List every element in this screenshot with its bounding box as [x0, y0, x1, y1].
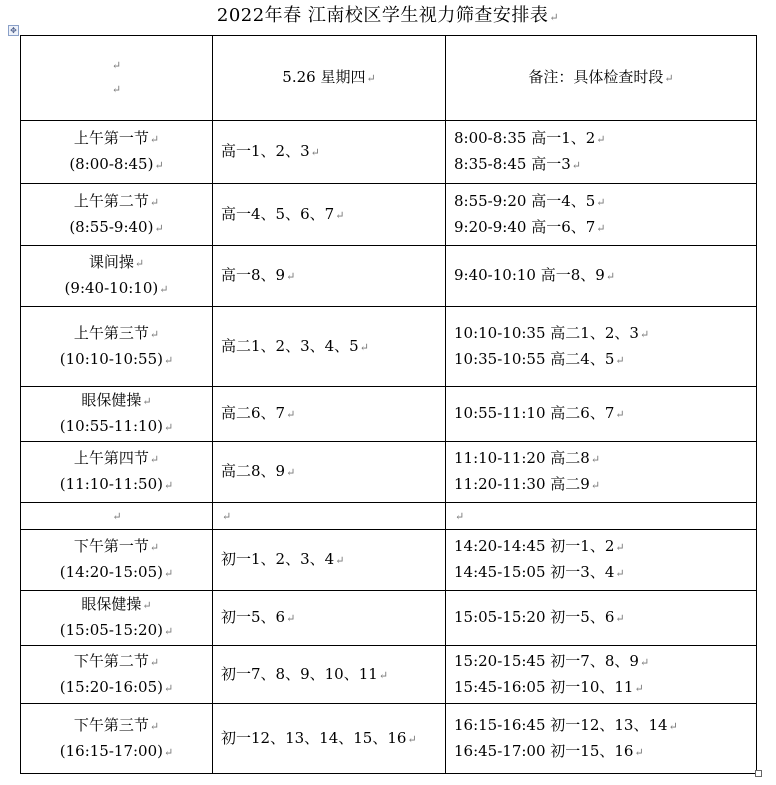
- period-time: (15:20-16:05): [59, 677, 163, 696]
- classes-cell: [213, 503, 446, 530]
- detail-cell: [446, 442, 757, 503]
- title-text: 2022年春 江南校区学生视力筛查安排表: [216, 5, 549, 26]
- classes-cell: [213, 246, 446, 307]
- table-row: [21, 184, 757, 246]
- period-cell: [21, 387, 213, 442]
- paragraph-mark-icon: ↵: [605, 270, 616, 283]
- period-time: (10:55-11:10): [59, 417, 163, 435]
- classes-text: 高二6、7: [221, 404, 286, 422]
- table-row: [21, 387, 757, 442]
- period-name: 下午第一节: [73, 537, 149, 555]
- period-cell: [21, 246, 213, 307]
- period-time: (16:15-17:00): [59, 741, 163, 760]
- paragraph-mark-icon: ↵: [142, 395, 152, 408]
- table-row: [21, 503, 757, 530]
- paragraph-mark-icon: ↵: [407, 732, 417, 746]
- paragraph-mark-icon: ↵: [639, 655, 650, 669]
- header-date: 5.26 星期四: [282, 68, 366, 86]
- detail-cell: [446, 530, 757, 591]
- paragraph-mark-icon: ↵: [111, 59, 122, 72]
- period-time: (11:10-11:50): [59, 475, 163, 493]
- period-cell: [21, 646, 213, 704]
- detail-line: 11:20-11:30 高二9: [454, 475, 590, 493]
- paragraph-mark-icon: ↵: [335, 554, 345, 567]
- header-corner-cell: [21, 36, 213, 121]
- paragraph-mark-icon: ↵: [590, 479, 601, 492]
- table-row: [21, 704, 757, 774]
- detail-line: 14:20-14:45 初一1、2: [454, 537, 615, 555]
- period-cell: [21, 184, 213, 246]
- paragraph-mark-icon: ↵: [286, 270, 296, 283]
- period-name: 眼保健操: [81, 391, 142, 409]
- table-row: [21, 246, 757, 307]
- paragraph-mark-icon: ↵: [668, 719, 678, 733]
- table-row: [21, 530, 757, 591]
- detail-cell: [446, 646, 757, 704]
- classes-cell: [213, 591, 446, 646]
- paragraph-mark-icon: ↵: [359, 340, 369, 354]
- paragraph-mark-icon: ↵: [149, 719, 160, 733]
- detail-line: 10:35-10:55 高二4、5: [454, 349, 615, 368]
- period-time: (15:05-15:20): [59, 621, 163, 639]
- detail-line: 16:15-16:45 初一12、13、14: [454, 715, 668, 734]
- paragraph-mark-icon: ↵: [286, 612, 296, 625]
- paragraph-mark-icon: ↵: [571, 159, 581, 172]
- table-move-handle-icon[interactable]: ✥: [8, 25, 19, 36]
- paragraph-mark-icon: ↵: [149, 327, 160, 341]
- detail-line: 10:55-11:10 高二6、7: [454, 404, 615, 422]
- period-name: 上午第三节: [73, 323, 149, 342]
- classes-text: 高二8、9: [221, 462, 286, 480]
- paragraph-mark-icon: ↵: [596, 133, 606, 146]
- paragraph-mark-icon: ↵: [149, 133, 160, 146]
- paragraph-mark-icon: ↵: [596, 195, 606, 209]
- header-date-cell: [213, 36, 446, 121]
- paragraph-mark-icon: ↵: [164, 681, 174, 695]
- paragraph-mark-icon: ↵: [310, 146, 320, 159]
- paragraph-mark-icon: ↵: [455, 510, 465, 523]
- paragraph-mark-icon: ↵: [634, 681, 644, 695]
- table-row: [21, 442, 757, 503]
- header-row: [21, 36, 757, 121]
- classes-cell: [213, 442, 446, 503]
- paragraph-mark-icon: ↵: [335, 208, 345, 222]
- paragraph-mark-icon: ↵: [366, 72, 376, 85]
- detail-line: 8:35-8:45 高一3: [454, 155, 571, 173]
- classes-cell: [213, 704, 446, 774]
- period-time: (8:55-9:40): [69, 217, 154, 236]
- period-name: 上午第二节: [73, 191, 149, 210]
- paragraph-mark-icon: ↵: [639, 327, 650, 341]
- detail-line: 8:55-9:20 高一4、5: [454, 191, 596, 210]
- table-resize-handle[interactable]: [755, 770, 762, 777]
- paragraph-mark-icon: ↵: [634, 745, 644, 759]
- paragraph-mark-icon: ↵: [149, 195, 160, 209]
- paragraph-mark-icon: ↵: [111, 83, 122, 96]
- paragraph-mark-icon: ↵: [149, 541, 160, 554]
- classes-text: 高一8、9: [221, 266, 286, 284]
- detail-cell: [446, 307, 757, 387]
- detail-cell: [446, 704, 757, 774]
- table-row: [21, 307, 757, 387]
- detail-cell: [446, 387, 757, 442]
- period-name: 眼保健操: [81, 595, 142, 613]
- detail-cell: [446, 503, 757, 530]
- paragraph-mark-icon: ↵: [159, 283, 169, 296]
- paragraph-mark-icon: ↵: [164, 567, 174, 580]
- period-cell: [21, 591, 213, 646]
- paragraph-mark-icon: ↵: [154, 221, 164, 235]
- table-row: [21, 591, 757, 646]
- detail-line: 15:05-15:20 初一5、6: [454, 608, 615, 626]
- detail-line: 16:45-17:00 初一15、16: [454, 741, 634, 760]
- paragraph-mark-icon: ↵: [164, 479, 174, 492]
- period-cell: [21, 530, 213, 591]
- document-title: [0, 4, 776, 30]
- paragraph-mark-icon: ↵: [549, 11, 560, 24]
- detail-cell: [446, 591, 757, 646]
- table-row: [21, 646, 757, 704]
- detail-line: 8:00-8:35 高一1、2: [454, 129, 596, 147]
- paragraph-mark-icon: ↵: [590, 453, 601, 466]
- classes-cell: [213, 646, 446, 704]
- paragraph-mark-icon: ↵: [149, 655, 160, 669]
- paragraph-mark-icon: ↵: [154, 159, 164, 172]
- classes-cell: [213, 121, 446, 184]
- period-time: (14:20-15:05): [59, 563, 163, 581]
- period-name: 课间操: [88, 253, 134, 271]
- detail-line: 11:10-11:20 高二8: [454, 449, 590, 467]
- paragraph-mark-icon: ↵: [112, 510, 122, 523]
- period-cell: [21, 121, 213, 184]
- period-name: 上午第一节: [73, 129, 149, 147]
- period-cell: [21, 503, 213, 530]
- period-cell: [21, 704, 213, 774]
- paragraph-mark-icon: ↵: [615, 612, 625, 625]
- paragraph-mark-icon: ↵: [615, 567, 625, 580]
- paragraph-mark-icon: ↵: [664, 72, 674, 85]
- period-cell: [21, 442, 213, 503]
- detail-line: 14:45-15:05 初一3、4: [454, 563, 615, 581]
- paragraph-mark-icon: ↵: [596, 221, 606, 235]
- period-name: 下午第二节: [73, 651, 149, 670]
- classes-text: 初一5、6: [221, 608, 286, 626]
- paragraph-mark-icon: ↵: [164, 421, 174, 434]
- table-row: [21, 121, 757, 184]
- classes-text: 初一1、2、3、4: [221, 550, 335, 568]
- classes-cell: [213, 184, 446, 246]
- classes-cell: [213, 387, 446, 442]
- paragraph-mark-icon: ↵: [615, 408, 625, 421]
- classes-text: 初一7、8、9、10、11: [221, 664, 378, 683]
- classes-text: 高一1、2、3: [221, 142, 310, 160]
- period-time: (9:40-10:10): [64, 279, 159, 297]
- detail-line: 9:40-10:10 高一8、9: [454, 266, 605, 284]
- period-time: (10:10-10:55): [59, 349, 163, 368]
- period-time: (8:00-8:45): [69, 155, 154, 173]
- period-name: 下午第三节: [73, 715, 149, 734]
- paragraph-mark-icon: ↵: [286, 408, 296, 421]
- classes-cell: [213, 530, 446, 591]
- detail-line: 9:20-9:40 高一6、7: [454, 217, 596, 236]
- period-cell: [21, 307, 213, 387]
- classes-text: 初一12、13、14、15、16: [221, 728, 407, 747]
- detail-line: 15:45-16:05 初一10、11: [454, 677, 634, 696]
- paragraph-mark-icon: ↵: [286, 466, 296, 479]
- header-note-cell: [446, 36, 757, 121]
- header-note: 备注：具体检查时段: [528, 68, 664, 86]
- paragraph-mark-icon: ↵: [378, 668, 389, 682]
- paragraph-mark-icon: ↵: [164, 625, 174, 638]
- detail-line: 10:10-10:35 高二1、2、3: [454, 323, 639, 342]
- schedule-table: [20, 35, 757, 774]
- paragraph-mark-icon: ↵: [222, 510, 232, 523]
- paragraph-mark-icon: ↵: [164, 353, 174, 367]
- detail-cell: [446, 246, 757, 307]
- classes-text: 高一4、5、6、7: [221, 204, 335, 223]
- paragraph-mark-icon: ↵: [615, 353, 625, 367]
- classes-cell: [213, 307, 446, 387]
- paragraph-mark-icon: ↵: [164, 745, 174, 759]
- paragraph-mark-icon: ↵: [149, 453, 160, 466]
- detail-line: 15:20-15:45 初一7、8、9: [454, 651, 639, 670]
- classes-text: 高二1、2、3、4、5: [221, 336, 359, 355]
- paragraph-mark-icon: ↵: [615, 541, 625, 554]
- detail-cell: [446, 184, 757, 246]
- period-name: 上午第四节: [73, 449, 149, 467]
- paragraph-mark-icon: ↵: [142, 599, 152, 612]
- detail-cell: [446, 121, 757, 184]
- paragraph-mark-icon: ↵: [134, 257, 145, 270]
